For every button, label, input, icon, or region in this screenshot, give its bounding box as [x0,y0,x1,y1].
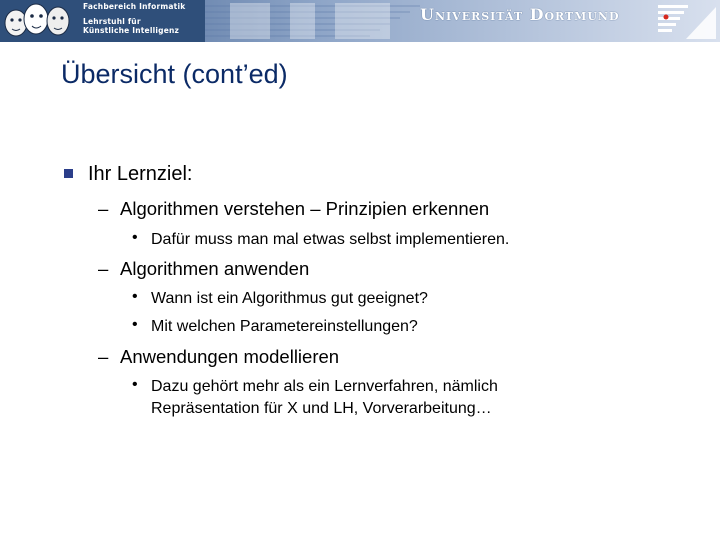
dash-bullet: – [98,346,109,367]
sub-item-label: Algorithmen verstehen – Prinzipien erkennen [120,198,490,219]
sub-point-text: Dafür muss man mal etwas selbst implementieren. [151,231,510,248]
dot-bullet: • [132,288,138,305]
slide-title: Übersicht (cont’ed) [61,59,288,89]
header-banner [0,0,720,42]
bullet-label: Ihr Lernziel: [88,163,193,185]
dot-bullet: • [132,376,138,393]
square-bullet-icon [64,169,73,178]
dash-bullet: – [98,198,109,219]
sub-point-text: Mit welchen Parametereinstellungen? [151,318,418,335]
sub-point-text: Wann ist ein Algorithmus gut geeignet? [151,290,428,307]
chair-name-line2: Künstliche Intelligenz [83,26,180,35]
university-logo-icon [652,1,718,41]
sub-item-label: Algorithmen anwenden [120,258,310,279]
dash-bullet: – [98,258,109,279]
dot-bullet: • [132,316,138,333]
sub-item-label: Anwendungen modellieren [120,346,340,367]
sub-point-text: Dazu gehört mehr als ein Lernverfahren, nämlich Repräsentation für X und LH, Vorverarbeitung… [151,378,498,417]
department-text [83,2,185,35]
ai-faces-logo [2,1,80,41]
department-name: Fachbereich Informatik [83,2,186,11]
chair-name-line1: Lehrstuhl für [83,17,141,26]
department-block [0,0,205,42]
dot-bullet: • [132,229,138,246]
university-name: Universität Dortmund [420,5,620,24]
